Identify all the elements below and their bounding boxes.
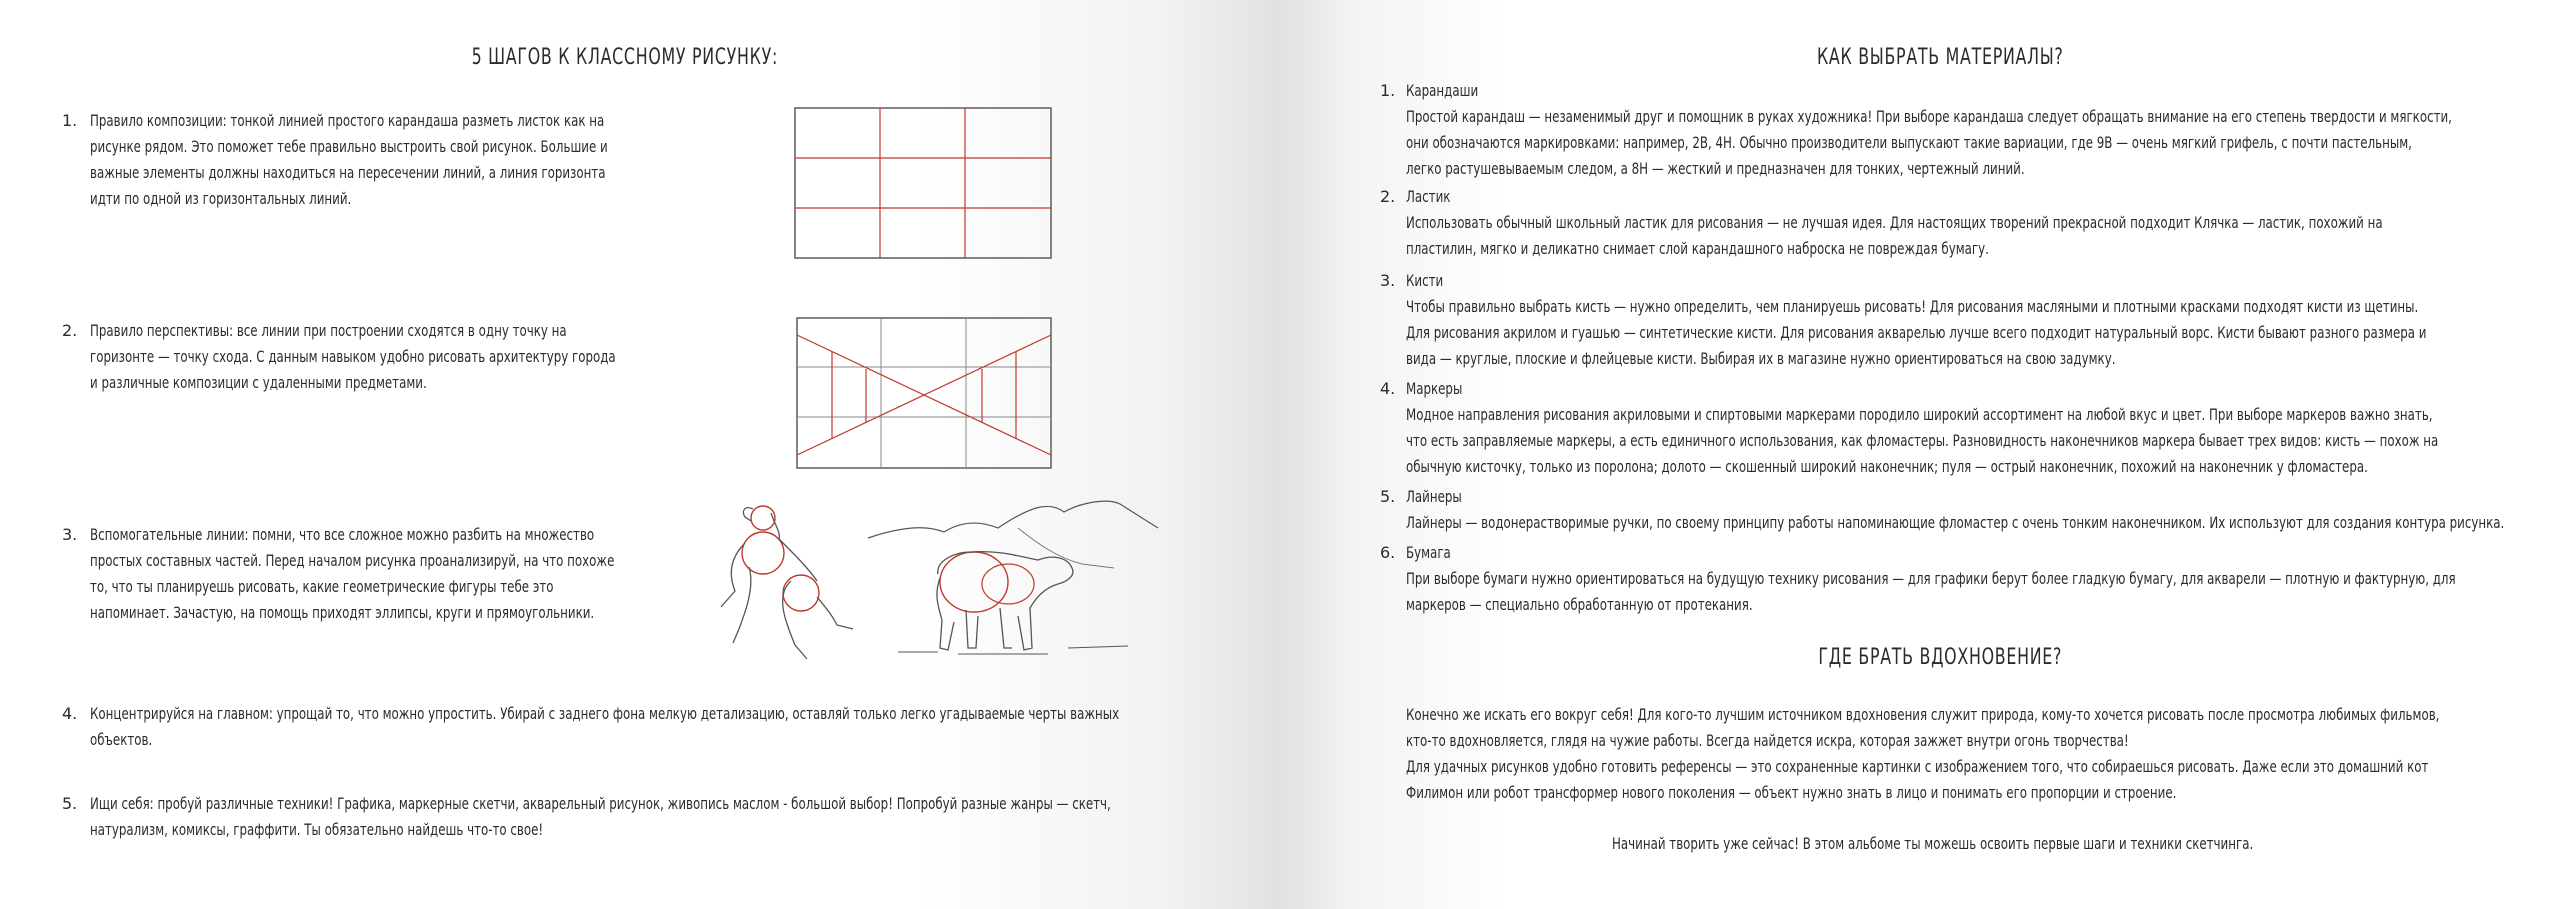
material-number: 6.	[1380, 543, 1396, 562]
bear-sketch-illustration	[868, 498, 1158, 668]
inspiration-line: Для удачных рисунков удобно готовить референсы — это сохраненные картинки с изображением того, что собираешься рисовать. Даже если это домашний кот	[1406, 757, 2429, 776]
material-number: 4.	[1380, 379, 1396, 398]
step-number: 4.	[62, 704, 78, 723]
step-line: простых составных частей. Перед началом рисунка проанализируй, на что похоже	[90, 551, 615, 570]
material-line: Использовать обычный школьный ластик для рисования — не лучшая идея. Для настоящих творений прекрасной подходит Клячка — ластик, похожий на	[1406, 213, 2383, 232]
material-number: 1.	[1380, 81, 1396, 100]
step-line: горизонте — точку схода. С данным навыком удобно рисовать архитектуру города	[90, 347, 616, 366]
perspective-illustration	[796, 317, 1052, 469]
step-line: объектов.	[90, 730, 153, 749]
step-line: рисунке рядом. Это поможет тебе правильно выстроить свой рисунок. Большие и	[90, 137, 608, 156]
step-number: 2.	[62, 321, 78, 340]
material-line: что есть заправляемые маркеры, а есть единичного использования, как фломастеры. Разновидность наконечников маркера бывает трех видов: кисть — похож на	[1406, 431, 2439, 450]
material-line: вида — круглые, плоские и флейцевые кисти. Выбирая их в магазине нужно ориентироваться на свою задумку.	[1406, 349, 2116, 368]
step-line: Правило композиции: тонкой линией простого карандаша разметь листок как на	[90, 111, 605, 130]
step-line: и различные композиции с удаленными предметами.	[90, 373, 427, 392]
horse-sketch-illustration	[705, 495, 865, 665]
step-number: 1.	[62, 111, 78, 130]
step-line: Ищи себя: пробуй различные техники! Графика, маркерные скетчи, акварельный рисунок, живопись маслом - большой выбор! Попробуй разные жанры — скетч,	[90, 794, 1111, 813]
inspiration-title: ГДЕ БРАТЬ ВДОХНОВЕНИЕ?	[1818, 645, 2062, 670]
inspiration-text	[1406, 702, 2560, 806]
material-heading: Ластик	[1406, 187, 1451, 206]
step-line: напоминает. Зачастую, на помощь приходят эллипсы, круги и прямоугольники.	[90, 603, 595, 622]
material-line: Модное направления рисования акриловыми и спиртовыми маркерами породило широкий ассортимент на любой вкус и цвет. При выборе маркеров важно знать,	[1406, 405, 2433, 424]
inspiration-line: кто-то вдохновляется, глядя на чужие работы. Всегда найдется искра, которая зажжет внутри огонь творчества!	[1406, 731, 2129, 750]
composition-grid-illustration	[794, 107, 1052, 259]
material-line: Простой карандаш — незаменимый друг и помощник в руках художника! При выборе карандаша следует обращать внимание на его степень твердости и мягкости,	[1406, 107, 2452, 126]
material-line: обычную кисточку, только из поролона; долото — скошенный широкий наконечник; пуля — острый наконечник, похожий на наконечник у фломастера.	[1406, 457, 2368, 476]
material-heading: Карандаши	[1406, 81, 1479, 100]
closing-text: Начинай творить уже сейчас! В этом альбоме ты можешь освоить первые шаги и техники скетчинга.	[1612, 834, 2254, 853]
material-heading: Маркеры	[1406, 379, 1463, 398]
material-line: пластилин, мягко и деликатно снимает слой карандашного наброска не повреждая бумагу.	[1406, 239, 1989, 258]
step-line: важные элементы должны находиться на пересечении линий, а линия горизонта	[90, 163, 606, 182]
material-line: Чтобы правильно выбрать кисть — нужно определить, чем планируешь рисовать! Для рисования масляными и плотными красками подходят кисти из щетины.	[1406, 297, 2419, 316]
material-line: они обозначаются маркировками: например, 2В, 4Н. Обычно производители выпускают такие вариации, где 9В — очень мягкий грифель, с почти пастельным,	[1406, 133, 2412, 152]
step-line: Правило перспективы: все линии при построении сходятся в одну точку на	[90, 321, 567, 340]
step-line: Концентрируйся на главном: упрощай то, что можно упростить. Убирай с заднего фона мелкую детализацию, оставляй только легко угадываемые черты важных	[90, 704, 1120, 723]
step-line: Вспомогательные линии: помни, что все сложное можно разбить на множество	[90, 525, 595, 544]
step-line: то, что ты планируешь рисовать, какие геометрические фигуры тебе это	[90, 577, 554, 596]
material-line: маркеров — специально обработанную от протекания.	[1406, 595, 1753, 614]
right-page-title: КАК ВЫБРАТЬ МАТЕРИАЛЫ?	[1816, 45, 2064, 70]
step-line: идти по одной из горизонтальных линий.	[90, 189, 352, 208]
closing-line	[1612, 831, 2479, 857]
material-number: 2.	[1380, 187, 1396, 206]
material-line: Для рисования акрилом и гуашью — синтетические кисти. Для рисования акварелью лучше всего подходит натуральный ворс. Кисти бывают разного размера и	[1406, 323, 2427, 342]
step-line: натурализм, комиксы, граффити. Ты обязательно найдешь что-то свое!	[90, 820, 544, 839]
material-heading: Лайнеры	[1406, 487, 1462, 506]
material-number: 3.	[1380, 271, 1396, 290]
step-number: 5.	[62, 794, 78, 813]
material-heading: Бумага	[1406, 543, 1451, 562]
material-line: Лайнеры — водонерастворимые ручки, по своему принципу работы напоминающие фломастер с очень тонким наконечником. Их используют для создания контура рисунка.	[1406, 513, 2505, 532]
material-heading: Кисти	[1406, 271, 1444, 290]
inspiration-line: Конечно же искать его вокруг себя! Для кого-то лучшим источником вдохновения служит природа, кому-то хочется рисовать после просмотра любимых фильмов,	[1406, 705, 2440, 724]
step-number: 3.	[62, 525, 78, 544]
inspiration-line: Филимон или робот трансформер нового поколения — объект нужно знать в лицо и понимать его пропорции и строение.	[1406, 783, 2177, 802]
left-page-title: 5 ШАГОВ К КЛАССНОМУ РИСУНКУ:	[471, 45, 779, 70]
material-number: 5.	[1380, 487, 1396, 506]
material-line: легко растушевываемым следом, а 8Н — жесткий и предназначен для тонких, чертежный линий.	[1406, 159, 2025, 178]
material-line: При выборе бумаги нужно ориентироваться на будущую технику рисования — для графики берут более гладкую бумагу, для акварели — плотную и фактурную, для	[1406, 569, 2456, 588]
left-page	[0, 0, 1276, 909]
